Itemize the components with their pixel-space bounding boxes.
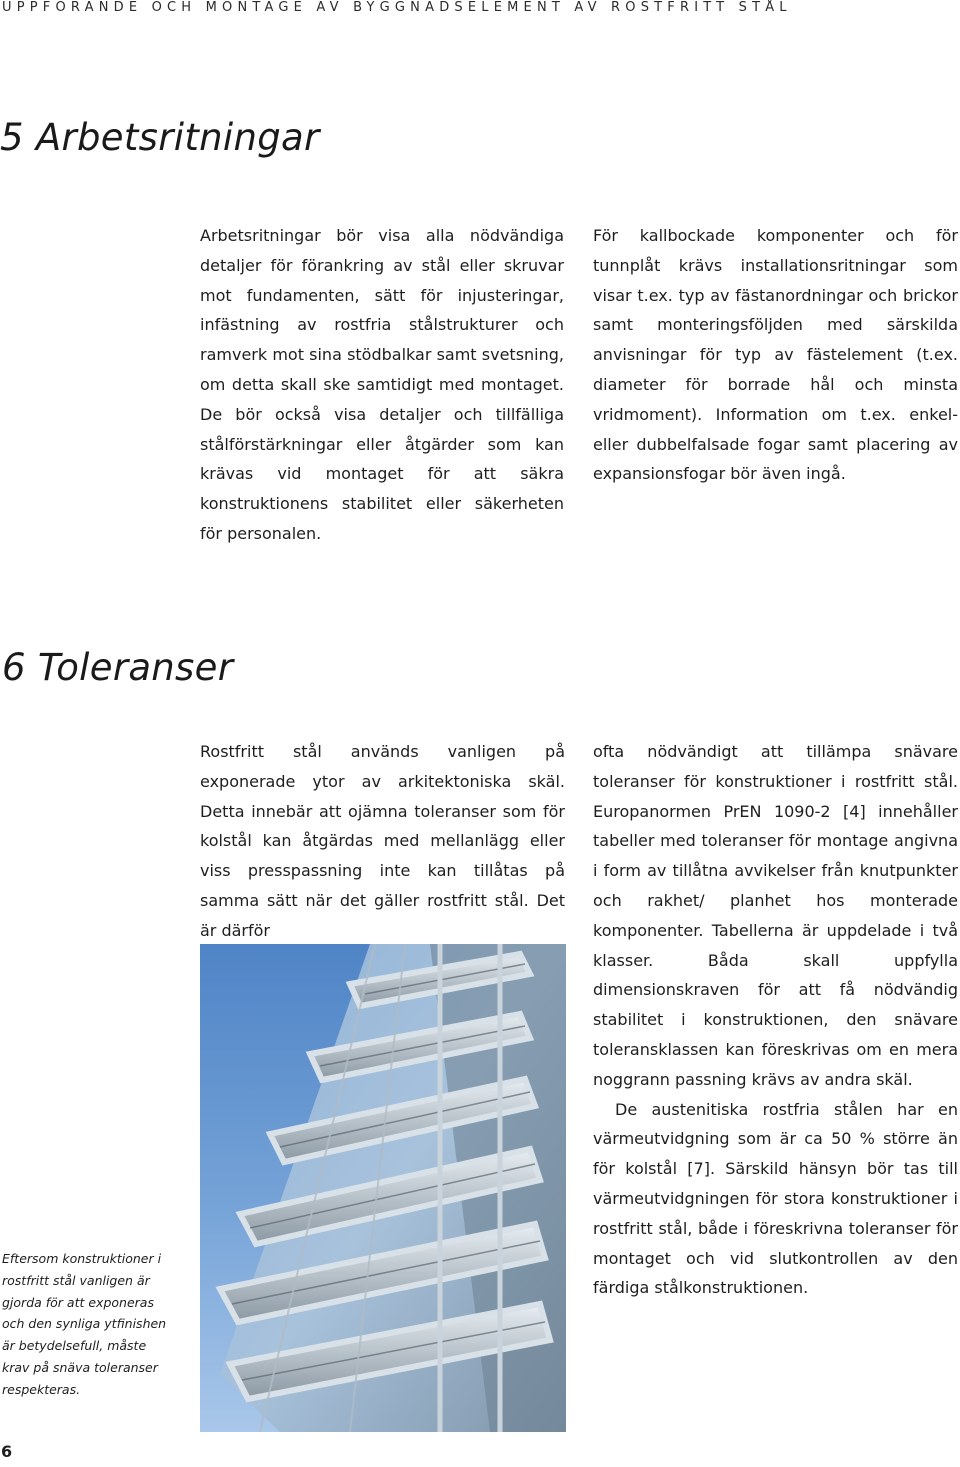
running-header: UPPFÖRANDE OCH MONTAGE AV BYGGNADSELEMENT AV ROSTFRITT STÅL: [2, 0, 792, 15]
section-5-column-1: [200, 221, 564, 549]
section-5-col1-text: Arbetsritningar bör visa alla nödvändiga detaljer för förankring av stål eller skruvar mot fundamenten, sätt för injusteringar, infästning av rostfria stålstrukturer och ramverk mot sina stödbalkar samt svetsning, om detta skall ske samtidigt med montaget. De bör också visa detaljer och tillfälliga stålförstärkningar eller åtgärder som kan krävas vid montaget för att säkra konstruktionens stabilitet eller säkerheten för personalen.: [200, 226, 564, 543]
section-6-column-2: [593, 737, 958, 1303]
section-6-col2-paragraph-1: ofta nödvändigt att tillämpa snävare toleranser för konstruktioner i rostfritt stål. Europanormen PrEN 1090-2 [4] innehåller tabeller med toleranser för montage angivna i form av tillåtna avvikelser från knutpunkter och rakhet/ planhet hos monterade komponenter. Tabellerna är uppdelade i två klasser. Båda skall uppfylla dimensionskraven för att få nödvändig stabilitet i konstruktionen, den snävare toleransklassen kan föreskrivas om en mera noggrann passning krävs av andra skäl.: [593, 742, 958, 1089]
photo-caption: Eftersom konstruktioner i rostfritt stål vanligen är gjorda för att exponeras och den synliga ytfinishen är betydelsefull, måste krav på snäva toleranser respekteras.: [2, 1251, 167, 1397]
page-number: 6: [1, 1442, 13, 1461]
section-5-heading: 5 Arbetsritningar: [0, 116, 320, 159]
section-5-column-2: [593, 221, 958, 489]
section-5-col2-text: För kallbockade komponenter och för tunnplåt krävs installationsritningar som visar t.ex. typ av fästanordningar och brickor samt monteringsföljden med särskilda anvisningar för typ av fästelement (t.ex. diameter för borrade hål och minsta vridmoment). Information om t.ex. enkel- eller dubbelfalsade fogar samt placering av expansionsfogar bör även ingå.: [593, 226, 958, 484]
section-6-heading: 6 Toleranser: [2, 646, 234, 689]
section-6-col2-paragraph-2: De austenitiska rostfria stålen har en värmeutvidgning som är ca 50 % större än för kolstål [7]. Särskild hänsyn bör tas till värmeutvidgningen för stora konstruktioner i rostfritt stål, både i föreskrivna toleranser för montaget och vid slutkontrollen av den färdiga stålkonstruktionen.: [593, 1099, 958, 1298]
section-6-col1-text: Rostfritt stål används vanligen på exponerade ytor av arkitektoniska skäl. Detta innebär att ojämna toleranser som för kolstål kan åtgärdas med mellanlägg eller viss presspassning inte kan tillåtas på samma sätt när det gäller rostfritt stål. Det är därför: [200, 742, 565, 940]
section-6-column-1: [200, 737, 565, 946]
building-facade-photo: [200, 944, 566, 1432]
